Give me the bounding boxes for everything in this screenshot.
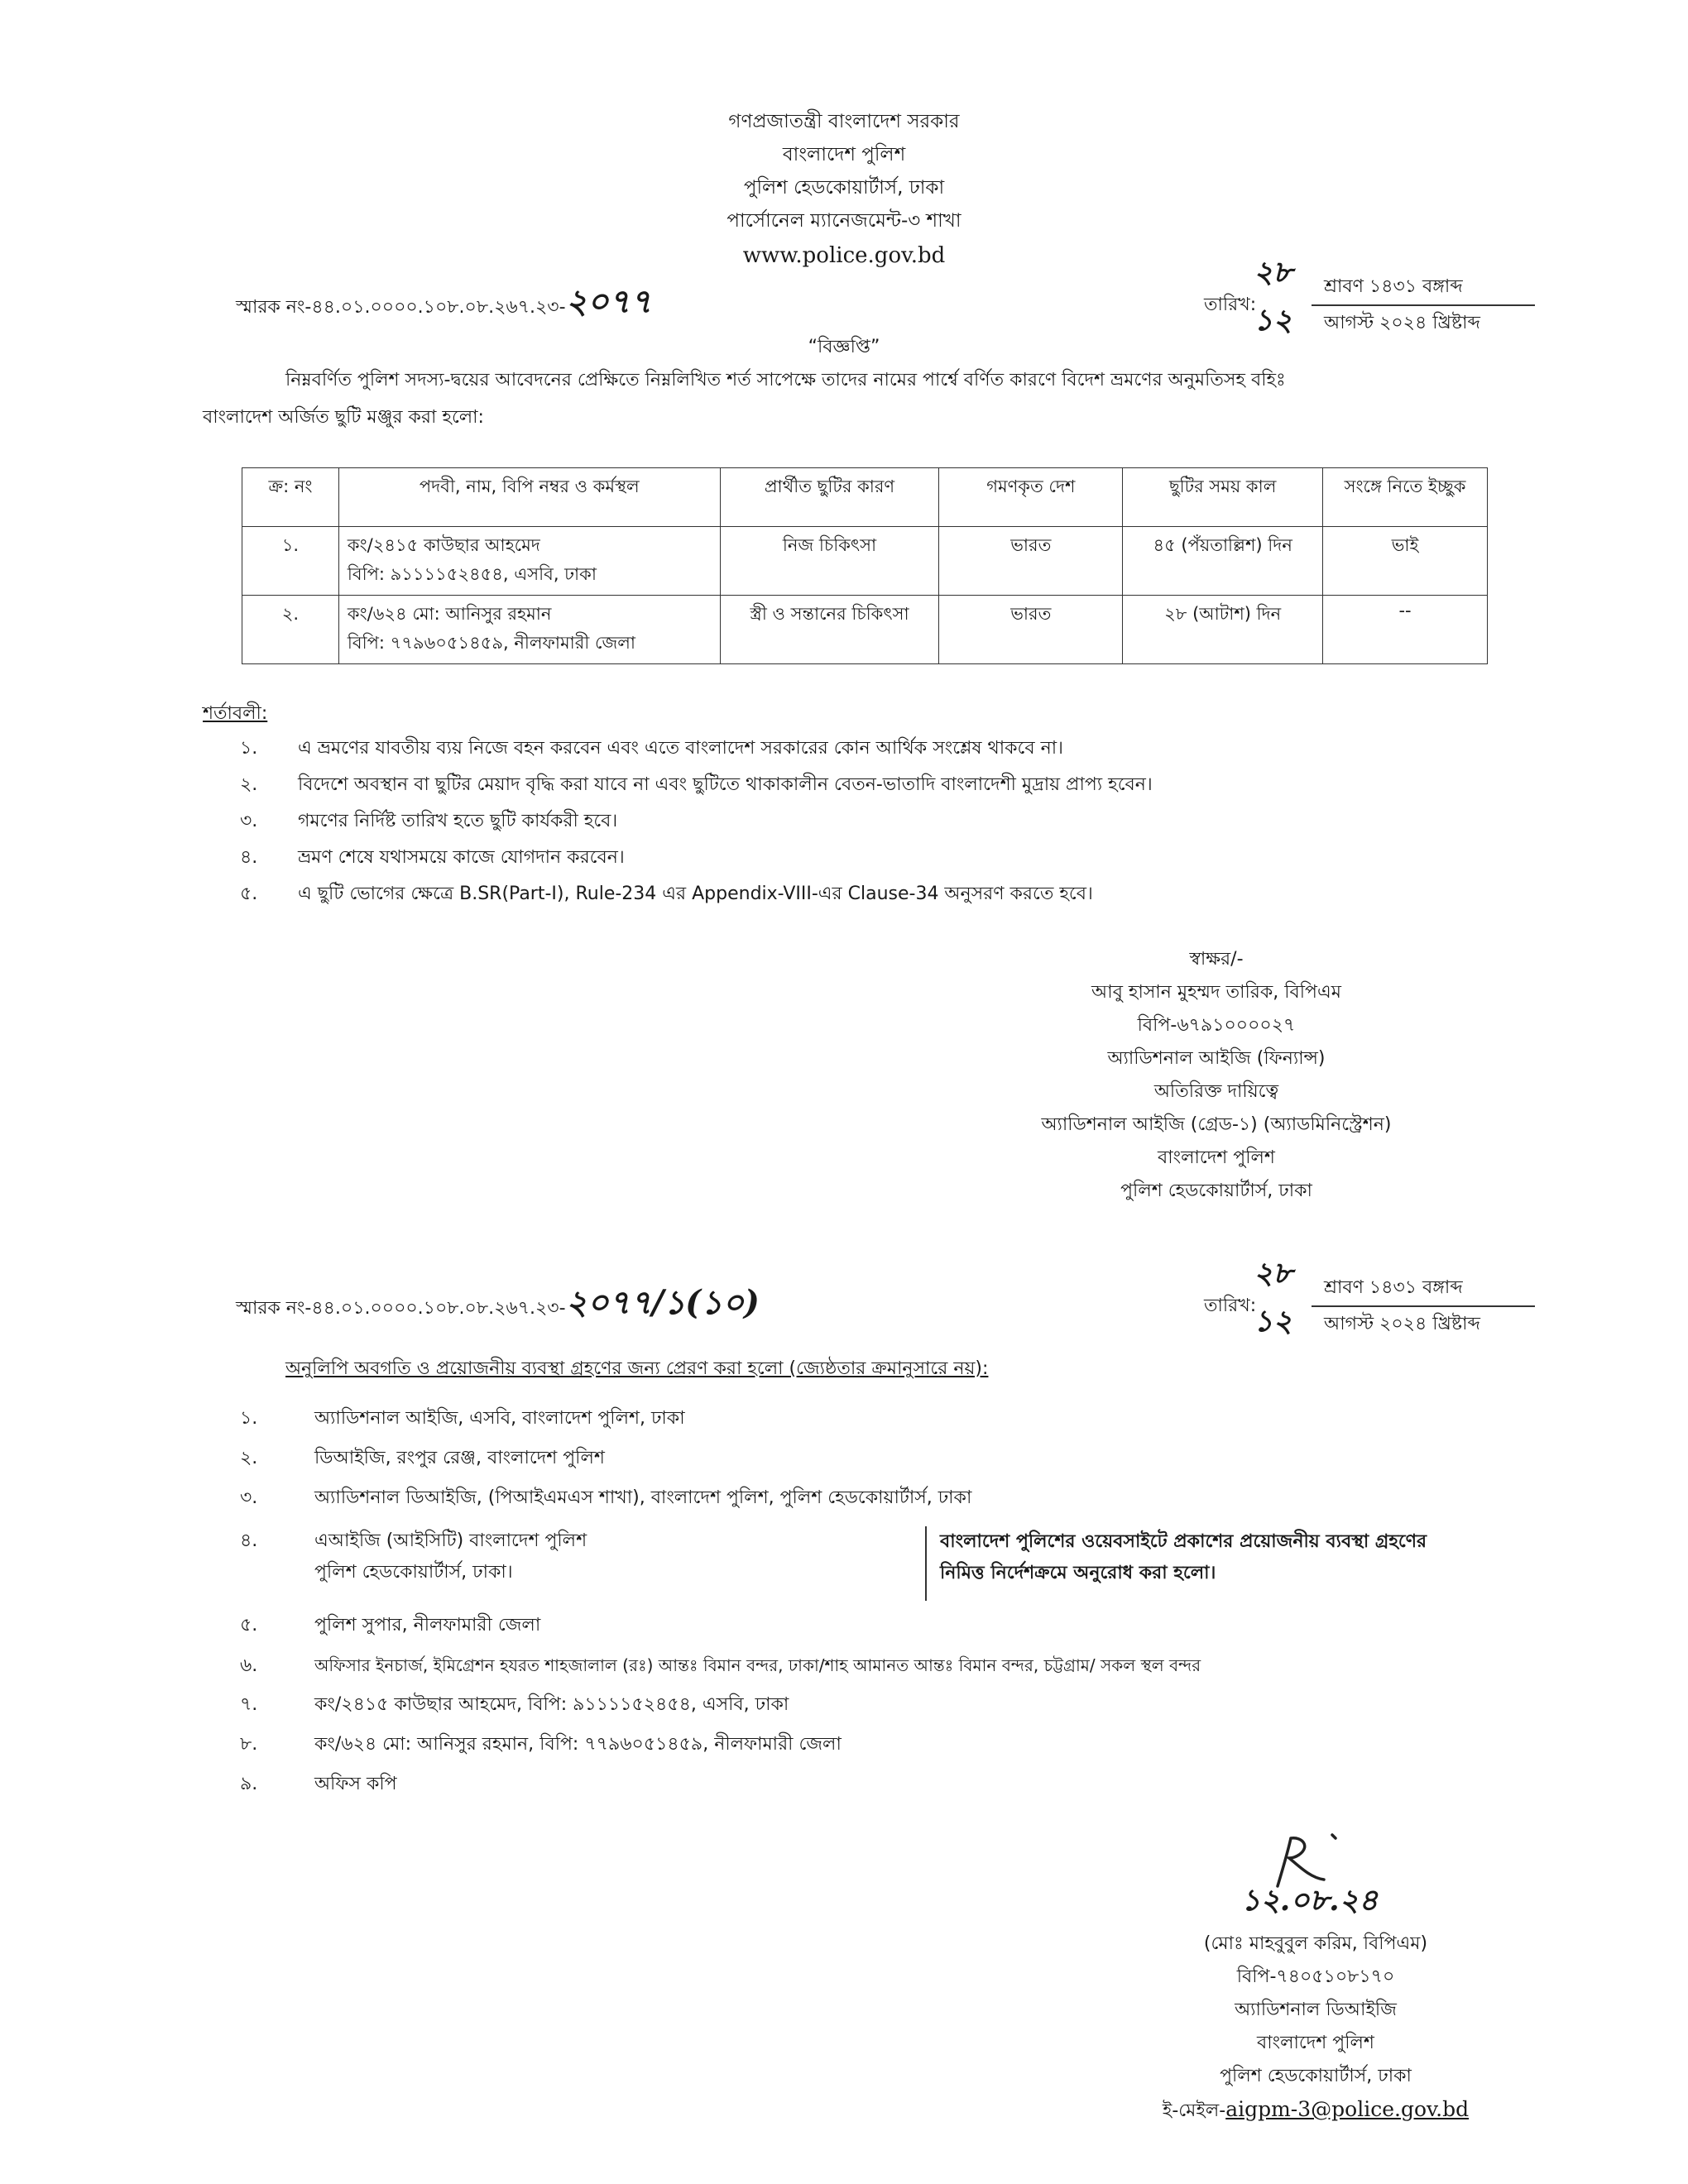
sig1-org2: পুলিশ হেডকোয়ার্টার্স, ঢাকা bbox=[1120, 1181, 1312, 1201]
sig1-designation2: অতিরিক্ত দায়িত্বে bbox=[1153, 1081, 1279, 1102]
cell-country: ভারত bbox=[939, 527, 1123, 596]
date-greg-rest: আগস্ট ২০২৪ খ্রিষ্টাব্দ bbox=[1324, 1314, 1480, 1334]
notice-intro-line2: বাংলাদেশ অর্জিত ছুটি মঞ্জুর করা হলো: bbox=[203, 407, 484, 428]
header-branch: পার্সোনেল ম্যানেজমেন্ট-৩ শাখা bbox=[727, 210, 961, 232]
signature-block-2 bbox=[1142, 1928, 1489, 2128]
memo-ref-number bbox=[236, 282, 652, 321]
date-divider bbox=[1312, 304, 1535, 306]
leave-table bbox=[242, 467, 1488, 664]
cell-country: ভারত bbox=[939, 596, 1123, 664]
sig1-designation1: অ্যাডিশনাল আইজি (ফিন্যান্স) bbox=[1107, 1048, 1326, 1069]
handwritten-date: ১২.০৮.২৪ bbox=[1241, 1883, 1379, 1918]
condition-item: ৫. এ ছুটি ভোগের ক্ষেত্রে B.SR(Part-I), Rule-234 এর Appendix-VIII-এর Clause-34 অনুসরণ করতে হবে। bbox=[240, 884, 1093, 904]
memo2-date bbox=[1204, 1256, 1535, 1348]
table-row bbox=[242, 596, 1488, 664]
col-country: গমণকৃত দেশ bbox=[939, 468, 1123, 527]
date-label: তারিখ: bbox=[1204, 1296, 1257, 1316]
cell-serial: ১. bbox=[242, 527, 339, 596]
condition-item: ৩. গমণের নির্দিষ্ট তারিখ হতে ছুটি কার্যকরী হবে। bbox=[240, 811, 618, 831]
cell-companion: ভাই bbox=[1323, 527, 1488, 596]
header-website[interactable]: www.police.gov.bd bbox=[742, 243, 946, 268]
list-item: ১. অ্যাডিশনাল আইজি, এসবি, বাংলাদেশ পুলিশ, ঢাকা bbox=[240, 1408, 685, 1429]
notice-intro-line1: নিম্নবর্ণিত পুলিশ সদস্য-দ্বয়ের আবেদনের প্রেক্ষিতে নিম্নলিখিত শর্ত সাপেক্ষে তাদের নামের পার্শ্বে বর্ণিত কারণে বিদেশ ভ্রমণের অনুমতিসহ বহিঃ bbox=[285, 370, 1286, 390]
list-item: ৭. কং/২৪১৫ কাউছার আহমেদ, বিপি: ৯১১১১৫২৪৫৪, এসবি, ঢাকা bbox=[240, 1694, 789, 1715]
list-item: ৮. কং/৬২৪ মো: আনিসুর রহমান, বিপি: ৭৭৯৬০৫১৪৫৯, নীলফামারী জেলা bbox=[240, 1734, 842, 1755]
col-companion: সংঙ্গে নিতে ইচ্ছুক bbox=[1323, 468, 1488, 527]
condition-item: ৪. ভ্রমণ শেষে যথাসময়ে কাজে যোগদান করবেন। bbox=[240, 847, 625, 868]
date-greg-day: ১২ bbox=[1254, 1304, 1292, 1339]
memo2-ref-prefix: স্মারক নং-৪৪.০১.০০০০.১০৮.০৮.২৬৭.২৩- bbox=[236, 1298, 566, 1319]
list-item: ৬. অফিসার ইনচার্জ, ইমিগ্রেশন হযরত শাহজালাল (রঃ) আন্তঃ বিমান বন্দর, ঢাকা/শাহ আমানত আন্তঃ বিমান বন্দর, চট্টগ্রাম/ সকল স্থল বন্দর bbox=[240, 1655, 1201, 1676]
col-duration: ছুটির সময় কাল bbox=[1123, 468, 1323, 527]
col-serial: ক্র: নং bbox=[242, 468, 339, 527]
signature-block-1 bbox=[976, 943, 1456, 1208]
date-bangla-rest: শ্রাবণ ১৪৩১ বঙ্গাব্দ bbox=[1324, 1277, 1463, 1298]
date-greg-rest: আগস্ট ২০২৪ খ্রিষ্টাব্দ bbox=[1324, 313, 1480, 333]
website-publish-note: বাংলাদেশ পুলিশের ওয়েবসাইটে প্রকাশের প্রয়োজনীয় ব্যবস্থা গ্রহণের নিমিত্ত নির্দেশক্রমে অনুরোধ করা হলো। bbox=[925, 1526, 1513, 1601]
date-greg-day: ১২ bbox=[1254, 303, 1292, 338]
condition-item: ১. এ ভ্রমণের যাবতীয় ব্যয় নিজে বহন করবেন এবং এতে বাংলাদেশ সরকারের কোন আর্থিক সংশ্লেষ থাকবে না। bbox=[240, 738, 1063, 759]
date-bangla-rest: শ্রাবণ ১৪৩১ বঙ্গাব্দ bbox=[1324, 276, 1463, 297]
conditions-list bbox=[240, 736, 1153, 907]
sig1-designation3: অ্যাডিশনাল আইজি (গ্রেড-১) (অ্যাডমিনিস্ট্রেশন) bbox=[1041, 1114, 1392, 1135]
cell-reason: স্ত্রী ও সন্তানের চিকিৎসা bbox=[720, 596, 939, 664]
cell-name bbox=[338, 527, 720, 596]
list-item: ৫. পুলিশ সুপার, নীলফামারী জেলা bbox=[240, 1615, 541, 1636]
table-row bbox=[242, 527, 1488, 596]
cell-serial: ২. bbox=[242, 596, 339, 664]
cell-name-line2: বিপি: ৭৭৯৬০৫১৪৫৯, নীলফামারী জেলা bbox=[347, 633, 636, 653]
sig2-org2: পুলিশ হেডকোয়ার্টার্স, ঢাকা bbox=[1220, 2066, 1412, 2086]
memo2-ref-number bbox=[236, 1283, 760, 1322]
col-name: পদবী, নাম, বিপি নম্বর ও কর্মস্থল bbox=[338, 468, 720, 527]
copy-intro: অনুলিপি অবগতি ও প্রয়োজনীয় ব্যবস্থা গ্রহণের জন্য প্রেরণ করা হলো (জ্যেষ্ঠতার ক্রমানুসারে নয়): bbox=[285, 1358, 989, 1379]
header-police: বাংলাদেশ পুলিশ bbox=[782, 144, 906, 165]
list-item-continuation: পুলিশ হেডকোয়ার্টার্স, ঢাকা। bbox=[314, 1562, 513, 1583]
sig1-bp: বিপি-৬৭৯১০০০০২৭ bbox=[1137, 1015, 1296, 1036]
memo-ref-handwritten: ২০৭৭ bbox=[565, 282, 652, 321]
notice-title: “বিজ্ঞপ্তি” bbox=[808, 337, 880, 357]
sig2-name: (মোঃ মাহবুবুল করিম, বিপিএম) bbox=[1203, 1933, 1428, 1954]
sig2-designation: অ্যাডিশনাল ডিআইজি bbox=[1235, 2000, 1397, 2020]
cell-duration: ২৮ (আটাশ) দিন bbox=[1123, 596, 1323, 664]
memo-ref-prefix: স্মারক নং-৪৪.০১.০০০০.১০৮.০৮.২৬৭.২৩- bbox=[236, 297, 566, 318]
date-label: তারিখ: bbox=[1204, 295, 1257, 315]
cell-duration: ৪৫ (পঁয়তাল্লিশ) দিন bbox=[1123, 527, 1323, 596]
sig1-name: আবু হাসান মুহম্মদ তারিক, বিপিএম bbox=[1091, 982, 1341, 1003]
date-bangla-day: ২৮ bbox=[1254, 255, 1292, 290]
list-item: ৯. অফিস কপি bbox=[240, 1774, 397, 1794]
header-hq: পুলিশ হেডকোয়ার্টার্স, ঢাকা bbox=[743, 177, 945, 199]
sig2-email-line bbox=[1142, 2093, 1489, 2128]
header-govt: গণপ্রজাতন্ত্রী বাংলাদেশ সরকার bbox=[728, 111, 960, 132]
list-item: ২. ডিআইজি, রংপুর রেঞ্জ, বাংলাদেশ পুলিশ bbox=[240, 1448, 605, 1468]
sig2-org1: বাংলাদেশ পুলিশ bbox=[1257, 2033, 1374, 2053]
condition-item: ২. বিদেশে অবস্থান বা ছুটির মেয়াদ বৃদ্ধি করা যাবে না এবং ছুটিতে থাকাকালীন বেতন-ভাতাদি বাংলাদেশী মুদ্রায় প্রাপ্য হবেন। bbox=[240, 774, 1153, 795]
sig1-signed: স্বাক্ষর/- bbox=[1189, 949, 1244, 970]
sig1-org1: বাংলাদেশ পুলিশ bbox=[1158, 1147, 1275, 1168]
cell-name-line1: কং/২৪১৫ কাউছার আহমেদ bbox=[347, 535, 540, 555]
cell-name-line2: বিপি: ৯১১১১৫২৪৫৪, এসবি, ঢাকা bbox=[347, 564, 597, 584]
date-bangla-day: ২৮ bbox=[1254, 1256, 1292, 1291]
sig2-email-link[interactable]: aigpm-3@police.gov.bd bbox=[1225, 2097, 1470, 2121]
sig2-email-label: ই-মেইল- bbox=[1162, 2100, 1226, 2121]
cell-name bbox=[338, 596, 720, 664]
list-item: ৪. এআইজি (আইসিটি) বাংলাদেশ পুলিশ bbox=[240, 1530, 587, 1551]
conditions-title: শর্তাবলী: bbox=[203, 703, 268, 724]
col-reason: প্রার্থীত ছুটির কারণ bbox=[720, 468, 939, 527]
cell-name-line1: কং/৬২৪ মো: আনিসুর রহমান bbox=[347, 604, 552, 624]
cell-reason: নিজ চিকিৎসা bbox=[720, 527, 939, 596]
memo2-ref-handwritten: ২০৭৭/১(১০) bbox=[565, 1283, 760, 1322]
table-header-row bbox=[242, 468, 1488, 527]
cell-companion: -- bbox=[1323, 596, 1488, 664]
sig2-bp: বিপি-৭৪০৫১০৮১৭০ bbox=[1236, 1966, 1395, 1987]
date-divider bbox=[1312, 1305, 1535, 1307]
list-item: ৩. অ্যাডিশনাল ডিআইজি, (পিআইএমএস শাখা), বাংলাদেশ পুলিশ, পুলিশ হেডকোয়ার্টার্স, ঢাকা bbox=[240, 1487, 972, 1508]
